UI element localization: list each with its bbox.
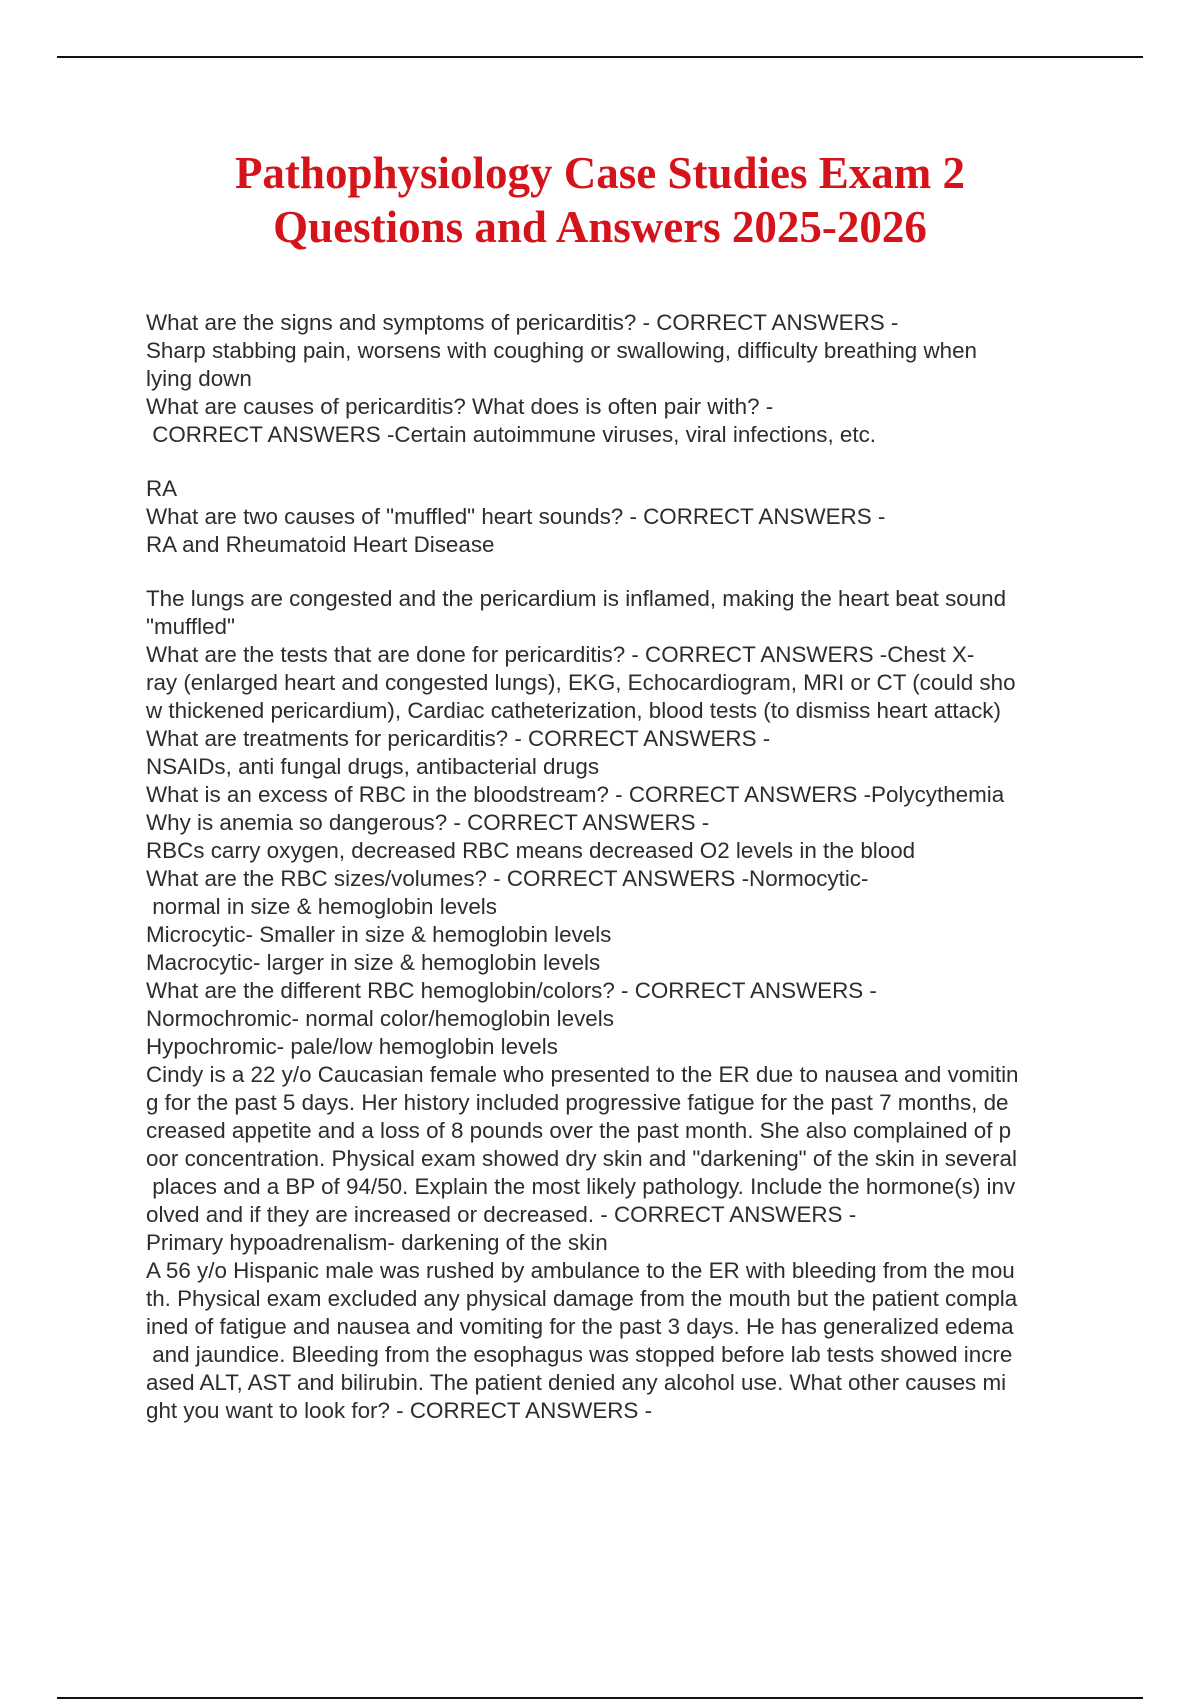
text-line: oor concentration. Physical exam showed dry skin and "darkening" of the skin in several	[146, 1146, 1017, 1171]
text-line: lying down	[146, 366, 252, 391]
text-line: creased appetite and a loss of 8 pounds over the past month. She also complained of p	[146, 1118, 1012, 1143]
text-line: What are the RBC sizes/volumes? - CORRECT ANSWERS -Normocytic-	[146, 866, 869, 891]
text-line: What are the signs and symptoms of pericarditis? - CORRECT ANSWERS -	[146, 310, 899, 335]
top-divider	[57, 56, 1143, 58]
text-line: w thickened pericardium), Cardiac catheterization, blood tests (to dismiss heart attack)	[146, 698, 1001, 723]
text-line: and jaundice. Bleeding from the esophagus was stopped before lab tests showed incre	[146, 1342, 1013, 1367]
text-line: ined of fatigue and nausea and vomiting for the past 3 days. He has generalized edema	[146, 1314, 1014, 1339]
text-line: ray (enlarged heart and congested lungs), EKG, Echocardiogram, MRI or CT (could sho	[146, 670, 1016, 695]
text-line: th. Physical exam excluded any physical damage from the mouth but the patient compla	[146, 1286, 1018, 1311]
text-line: What are the different RBC hemoglobin/colors? - CORRECT ANSWERS -	[146, 978, 877, 1003]
text-line: RA	[146, 476, 178, 501]
text-line: Normochromic- normal color/hemoglobin levels	[146, 1006, 614, 1031]
text-line: places and a BP of 94/50. Explain the most likely pathology. Include the hormone(s) inv	[146, 1174, 1016, 1199]
text-line: "muffled"	[146, 614, 235, 639]
blank-line	[146, 559, 1096, 585]
text-line: Sharp stabbing pain, worsens with coughing or swallowing, difficulty breathing when	[146, 338, 978, 363]
text-line: olved and if they are increased or decreased. - CORRECT ANSWERS -	[146, 1202, 857, 1227]
text-line: Cindy is a 22 y/o Caucasian female who presented to the ER due to nausea and vomitin	[146, 1062, 1019, 1087]
text-line: normal in size & hemoglobin levels	[146, 894, 497, 919]
text-line: What are the tests that are done for pericarditis? - CORRECT ANSWERS -Chest X-	[146, 642, 975, 667]
text-line: RA and Rheumatoid Heart Disease	[146, 532, 495, 557]
text-line: What is an excess of RBC in the bloodstream? - CORRECT ANSWERS -Polycythemia	[146, 782, 1005, 807]
title-line-2: Questions and Answers 2025-2026	[273, 202, 927, 252]
text-line: g for the past 5 days. Her history included progressive fatigue for the past 7 months, de	[146, 1090, 1009, 1115]
text-line: Why is anemia so dangerous? - CORRECT ANSWERS -	[146, 810, 710, 835]
blank-line	[146, 449, 1096, 475]
bottom-divider	[57, 1697, 1143, 1699]
text-line: ased ALT, AST and bilirubin. The patient denied any alcohol use. What other causes mi	[146, 1370, 1007, 1395]
text-line: What are two causes of "muffled" heart sounds? - CORRECT ANSWERS -	[146, 504, 886, 529]
text-line: NSAIDs, anti fungal drugs, antibacterial drugs	[146, 754, 600, 779]
title-line-1: Pathophysiology Case Studies Exam 2	[234, 148, 966, 198]
text-line: The lungs are congested and the pericardium is inflamed, making the heart beat sound	[146, 586, 1007, 611]
text-line: ght you want to look for? - CORRECT ANSWERS -	[146, 1398, 653, 1423]
text-line: A 56 y/o Hispanic male was rushed by ambulance to the ER with bleeding from the mou	[146, 1258, 1015, 1283]
text-line: Primary hypoadrenalism- darkening of the skin	[146, 1230, 608, 1255]
text-line: RBCs carry oxygen, decreased RBC means decreased O2 levels in the blood	[146, 838, 916, 863]
text-line: Microcytic- Smaller in size & hemoglobin levels	[146, 922, 612, 947]
text-line: CORRECT ANSWERS -Certain autoimmune viruses, viral infections, etc.	[146, 422, 876, 447]
text-line: Macrocytic- larger in size & hemoglobin levels	[146, 950, 601, 975]
text-line: What are treatments for pericarditis? - CORRECT ANSWERS -	[146, 726, 771, 751]
text-line: Hypochromic- pale/low hemoglobin levels	[146, 1034, 558, 1059]
page-title	[0, 146, 1200, 254]
text-line: What are causes of pericarditis? What does is often pair with? -	[146, 394, 774, 419]
qa-body	[146, 309, 1096, 1425]
